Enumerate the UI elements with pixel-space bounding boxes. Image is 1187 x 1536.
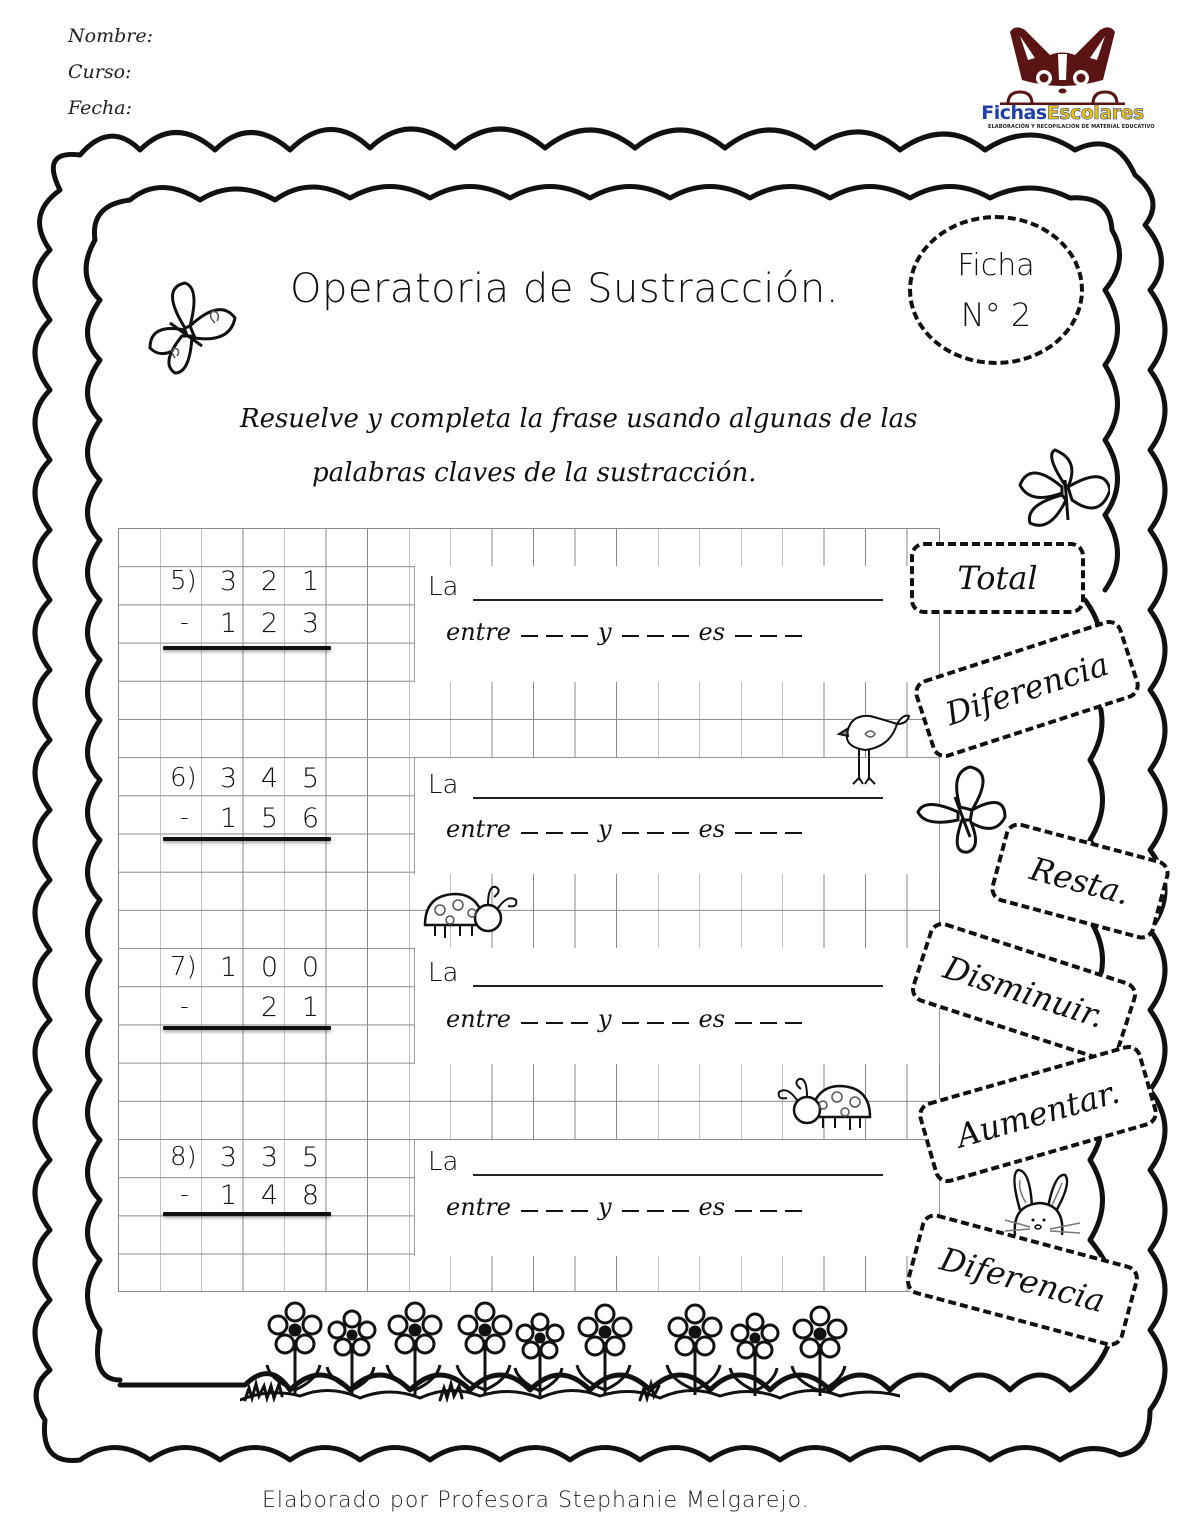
keyword-label: Resta. — [1026, 849, 1134, 913]
problem-number: 7) — [170, 952, 197, 982]
minuend-digit: 0 — [301, 952, 320, 983]
minuend-digit: 3 — [260, 1142, 279, 1173]
keyword-label: Diferencia — [940, 644, 1114, 734]
keyword-label: Total — [957, 559, 1038, 597]
minuend-digit: 2 — [260, 566, 279, 597]
result-line — [163, 646, 331, 650]
subtrahend-digit: 3 — [301, 608, 320, 639]
connector-y: y — [597, 1005, 612, 1033]
blank-subtrahend[interactable] — [622, 638, 689, 640]
connector-entre: entre — [446, 815, 511, 843]
subtrahend-digit: 1 — [219, 608, 238, 639]
blank-subtrahend[interactable] — [622, 1025, 689, 1027]
connector-es: es — [698, 618, 726, 646]
butterfly-icon — [140, 278, 240, 378]
subtrahend-digit: 8 — [301, 1180, 320, 1211]
blank-subtrahend[interactable] — [622, 835, 689, 837]
blank-minuend[interactable] — [521, 835, 588, 837]
keyword-label: Diferencia — [936, 1239, 1109, 1321]
sentence-start: La — [428, 770, 459, 800]
subtrahend-digit: 6 — [301, 803, 320, 834]
course-field-label: Curso: — [68, 61, 132, 83]
ladybug-icon — [420, 880, 520, 950]
keyword-card-total[interactable] — [910, 542, 1085, 614]
answer-line[interactable] — [473, 599, 883, 601]
minus-sign: - — [180, 803, 189, 831]
blank-result[interactable] — [735, 638, 802, 640]
connector-es: es — [698, 1005, 726, 1033]
blank-minuend[interactable] — [521, 638, 588, 640]
minus-sign: - — [180, 608, 189, 636]
minuend-digit: 1 — [219, 952, 238, 983]
connector-y: y — [597, 815, 612, 843]
minus-sign: - — [180, 1180, 189, 1208]
connector-es: es — [698, 1193, 726, 1221]
problem-number: 8) — [170, 1142, 197, 1172]
blank-minuend[interactable] — [521, 1025, 588, 1027]
answer-line[interactable] — [473, 985, 883, 987]
answer-line[interactable] — [473, 797, 883, 799]
instructions-line-1: Resuelve y completa la frase usando algunas de las — [240, 404, 918, 434]
connector-y: y — [597, 618, 612, 646]
minuend-digit: 1 — [301, 566, 320, 597]
date-field-label: Fecha: — [68, 97, 132, 119]
author-credit: Elaborado por Profesora Stephanie Melgarejo. — [262, 1488, 810, 1513]
minuend-digit: 0 — [260, 952, 279, 983]
page-title: Operatoria de Sustracción. — [290, 266, 839, 312]
connector-entre: entre — [446, 1193, 511, 1221]
sheet-number-badge — [908, 215, 1084, 365]
minuend-digit: 3 — [219, 1142, 238, 1173]
sentence-completion — [446, 1005, 802, 1033]
subtrahend-digit: 5 — [260, 803, 279, 834]
connector-entre: entre — [446, 1005, 511, 1033]
sheet-number-label: Ficha — [957, 248, 1035, 283]
name-field-label: Nombre: — [68, 25, 153, 47]
subtrahend-digit: 2 — [260, 608, 279, 639]
minuend-digit: 5 — [301, 1142, 320, 1173]
result-line — [163, 837, 331, 841]
subtrahend-digit: 1 — [219, 1180, 238, 1211]
ladybug-icon — [775, 1072, 875, 1142]
logo-brand-part1: Fichas — [981, 102, 1047, 124]
minuend-digit: 3 — [219, 566, 238, 597]
sentence-completion — [446, 815, 802, 843]
butterfly-icon — [910, 762, 1010, 857]
subtrahend-digit: 2 — [260, 992, 279, 1023]
logo-brand-part2: Escolares — [1046, 102, 1144, 124]
blank-result[interactable] — [735, 835, 802, 837]
blank-minuend[interactable] — [521, 1213, 588, 1215]
sentence-start: La — [428, 572, 459, 602]
sentence-start: La — [428, 1147, 459, 1177]
minuend-digit: 4 — [260, 763, 279, 794]
butterfly-icon — [1010, 445, 1110, 535]
minus-sign: - — [180, 992, 189, 1020]
result-line — [163, 1026, 331, 1030]
connector-entre: entre — [446, 618, 511, 646]
problem-number: 5) — [170, 566, 197, 596]
sentence-completion — [446, 618, 802, 646]
keyword-label: Disminuir. — [939, 948, 1109, 1036]
flowers-border — [240, 1300, 900, 1410]
logo-tagline: ELABORACIÓN Y RECOPILACIÓN DE MATERIAL EDUCATIVO — [988, 124, 1155, 130]
connector-y: y — [597, 1193, 612, 1221]
blank-result[interactable] — [735, 1025, 802, 1027]
problem-number: 6) — [170, 763, 197, 793]
subtrahend-digit: 4 — [260, 1180, 279, 1211]
answer-line[interactable] — [473, 1174, 883, 1176]
instructions-line-2: palabras claves de la sustracción. — [312, 458, 757, 488]
minuend-digit: 3 — [219, 763, 238, 794]
sentence-start: La — [428, 958, 459, 988]
blank-subtrahend[interactable] — [622, 1213, 689, 1215]
sheet-number-value: N° 2 — [960, 296, 1032, 334]
blank-result[interactable] — [735, 1213, 802, 1215]
keyword-label: Aumentar. — [952, 1072, 1124, 1156]
subtrahend-digit: 1 — [301, 992, 320, 1023]
subtrahend-digit: 1 — [219, 803, 238, 834]
sentence-completion — [446, 1193, 802, 1221]
connector-es: es — [698, 815, 726, 843]
bird-icon — [835, 702, 915, 792]
minuend-digit: 5 — [301, 763, 320, 794]
result-line — [163, 1212, 331, 1216]
